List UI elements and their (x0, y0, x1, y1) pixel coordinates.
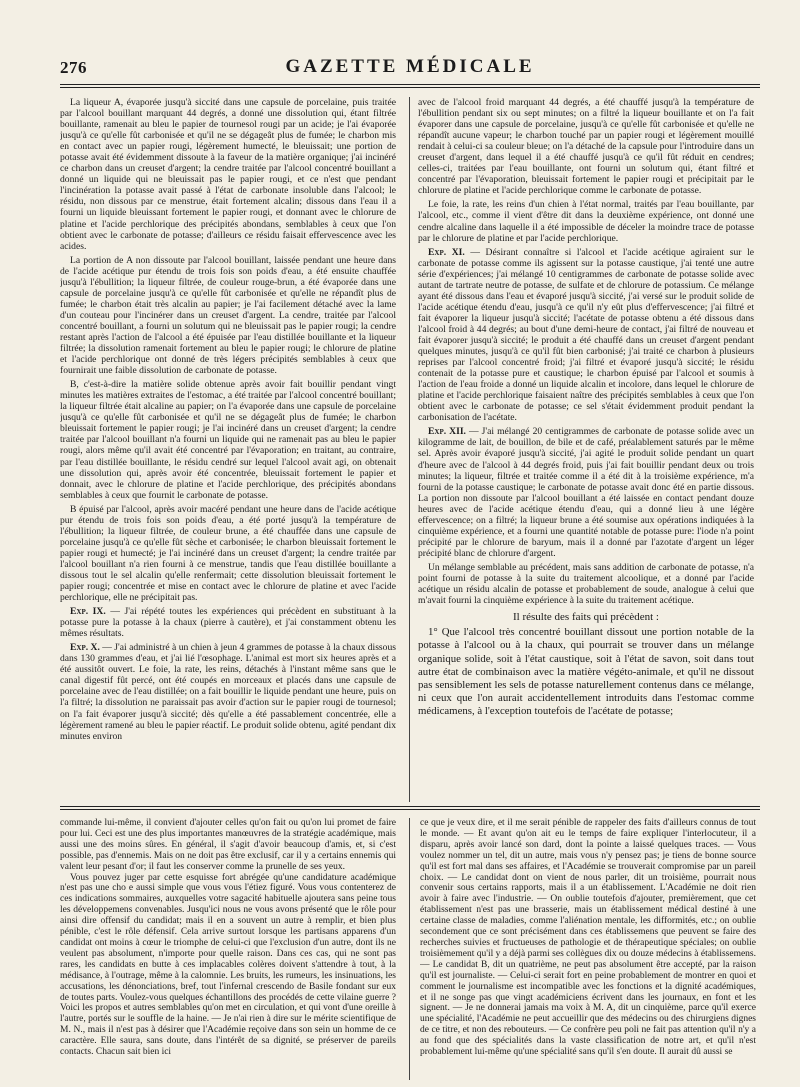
paragraph: La portion de A non dissoute par l'alcool bouillant, laissée pendant une heure dans de l'acide acétique pur étendu de trois fois son poids d'eau, a été ensuite chauffée jusqu'à l'ébullition; la liqueur filtrée, de couleur rouge-brun, a été évaporée dans une capsule de porcelaine jusqu'à ce qu'elle fût carbonisée et qu'elle ne répandît plus de fumée; le charbon était très alcalin au papier; je l'ai facilement détaché avec la lame d'un couteau pour l'incinérer dans un creuset d'argent. La cendre, traitée par l'alcool concentré bouillant, a fourni un solutum qui ne bleuissait pas le papier rougi; la cendre restant après l'action de l'alcool a été épuisée par l'eau distillée bouillante et la liqueur filtrée; la dissolution ramenait fortement au bleu le papier rougi; le chlorure de platine et l'acide perchlorique ont donné de très légers précipités semblables à ceux que fournirait une faible dissolution de carbonate de potasse. (60, 254, 396, 377)
paragraph: avec de l'alcool froid marquant 44 degrés, a été chauffé jusqu'à la température de l'ébullition pendant six ou sept minutes; on a filtré la liqueur bouillante et on l'a fait évaporer dans une capsule de porcelaine, jusqu'à ce qu'elle fût carbonisée et qu'elle ne répandît aucune vapeur; le charbon touché par un papier rougi et légèrement mouillé rendait à celui-ci sa couleur bleue; on l'a détaché de la capsule pour l'introduire dans un creuset d'argent, dans lequel il a été chauffé jusqu'à ce qu'il fût réduit en cendres; celles-ci, traitées par l'eau bouillante, ont fourni un solutum qui, étant filtré et concentré par l'évaporation, bleuissait fortement le papier rougi et précipitait par le chlorure de platine et l'acide perchlorique comme le carbonate de potasse. (418, 97, 754, 197)
paragraph: La liqueur A, évaporée jusqu'à siccité dans une capsule de porcelaine, puis traitée par l'alcool bouillant marquant 44 degrés, a donné une dissolution qui, étant filtrée bouillante, ramenait au bleu le papier de tournesol rougi par un acide; je l'ai évaporée jusqu'à ce qu'elle fût carbonisée et qu'il ne se dégageât plus de fumée; le charbon mis en contact avec un papier rougi, légèrement humecté, le bleuissait; une portion de potasse avait été évidemment dissoute à la faveur de la matière organique; j'ai incinéré ce charbon dans un creuset d'argent; la cendre traitée par l'alcool concentré bouillant a donné un liquide qui ne bleuissait pas le papier rougi, et ce n'est que pendant l'incinération la potasse avait passé à l'état de carbonate insoluble dans l'alcool; le résidu, non dissous par ce menstrue, était fortement alcalin; dissous dans l'eau il a fourni un liquide bleuissant fortement le papier rougi, et donnant avec le chlorure de platine et l'acide perchlorique des précipités abondans, semblables à ceux que l'on obtient avec le carbonate de potasse; d'ailleurs ce résidu faisait effervescence avec les acides. (60, 97, 396, 252)
experiment-text: — J'ai administré à un chien à jeun 4 grammes de potasse à la chaux dissous dans 130 grammes d'eau, et j'ai lié l'œsophage. L'animal est mort six heures après et a été aussitôt ouvert. Le foie, la rate, les reins, détachés à l'instant même sans que le canal digestif fût percé, ont été coupés en morceaux et placés dans une capsule de porcelaine avec de l'eau distillée; on a fait bouillir le liquide pendant une heure, puis on l'a filtré; la dissolution ne paraissait pas avoir d'action sur le papier rougi de tournesol; on l'a fait évaporer jusqu'à siccité; dès qu'elle a été passablement concentrée, elle a légèrement ramené au bleu le papier réactif. Le produit solide obtenu, agité pendant dix minutes environ (60, 642, 396, 742)
article-left-column (60, 97, 396, 802)
experiment-text: — J'ai répété toutes les expériences qui précèdent en substituant à la potasse pure la potasse à la chaux (pierre à cautère), et j'ai constamment obtenu les mêmes résultats. (60, 606, 396, 640)
paragraph: ce que je veux dire, et il me serait pénible de rappeler des faits d'ailleurs connus de tout le monde. — Et avant qu'on ait eu le temps de faire expliquer l'interlocuteur, il a disparu, après avoir lancé son dard, dont la pointe a laissé quelques traces. — Vous voulez nommer un tel, dit un autre, mais vous n'y pensez pas; je tiens de bonne source qu'il est fort mal dans ses affaires, et l'Académie se trouverait compromise par un pareil choix. — Le candidat dont on vient de nous parler, dit un troisième, pourrait nous convenir sous certains rapports, mais il a un établissement. L'Académie ne doit rien avoir à faire avec l'industrie. — On oublie toutefois d'ajouter, premièrement, que cet établissement n'est pas une brasserie, mais un établissement médical destiné à une certaine classe de maladies, comme l'aliénation mentale, les difformités, etc.; on oublie secondement que ce sont précisément dans ces établissemens que peuvent se faire des recherches suivies et fructueuses de pathologie et de thérapeutique spéciales; on oublie troisièmement qu'il y a déjà parmi ses collègues dix ou douze médecins à établissemens. — Le candidat B, dit un quatrième, ne peut pas absolument être accepté, par la raison qu'il est journaliste. — Celui-ci serait fort en peine probablement de montrer en quoi et comment le journalisme est incompatible avec les fonctions et la dignité académiques, et il ne songe pas que vingt académiciens écrivent dans les journaux, en font et les signent. — Je ne donnerai jamais ma voix à M. A, dit un cinquième, parce qu'il exerce une spécialité, l'Académie ne peut accueillir que des médecins ou des chirurgiens dignes de ce titre, et non des rebouteurs. — Ce confrère peu poli ne fait pas attention qu'il n'y a au fond que des spécialités dans la vaste classification de notre art, et qu'il n'est probablement lui-même qu'une spécialité sans qu'il s'en doute. Il aurait dû aussi se (420, 818, 756, 1058)
experiment-label: Exp. XI. (428, 246, 465, 258)
experiment-xii (418, 426, 754, 559)
feuilleton-rule-thin (60, 809, 760, 810)
experiment-xi (418, 247, 754, 424)
paragraph: Un mélange semblable au précédent, mais sans addition de carbonate de potasse, n'a point fourni de potasse à la suite du traitement alcoolique, et a donné par l'acide acétique un résidu alcalin de potasse et probablement de soude, analogue à celui que m'avait fourni la cinquième expérience à la suite du traitement acétique. (418, 561, 754, 607)
feuilleton-rule (60, 806, 760, 807)
experiment-ix (60, 606, 396, 639)
paragraph: Le foie, la rate, les reins d'un chien à l'état normal, traités par l'eau bouillante, par l'alcool, etc., comme il vient d'être dit dans la deuxième expérience, ont donné une cendre alcaline dans laquelle il a été impossible de déceler la moindre trace de potasse par le chlorure de platine et par l'acide perchlorique. (418, 199, 754, 244)
feuilleton-left-column (60, 818, 396, 1080)
article-right-column (418, 97, 754, 802)
paragraph: B épuisé par l'alcool, après avoir macéré pendant une heure dans de l'acide acétique pur étendu de trois fois son poids d'eau, a été porté jusqu'à la température de l'ébullition; la liqueur filtrée, de couleur brune, a été chauffée dans une capsule de porcelaine jusqu'à ce qu'elle fût sèche et carbonisée; le charbon bleuissait fortement le papier rougi et humecté; je l'ai incinéré dans un creuset d'argent; la cendre traitée par l'alcool bouillant n'a rien fourni à ce menstrue, tandis que l'eau distillée bouillante a dissous tout le sel alcalin qu'elle renfermait; cette dissolution bleuissait fortement le papier rougi; concentrée et mise en contact avec le chlorure de platine et avec l'acide perchlorique, elle ne précipitait pas. (60, 503, 396, 604)
feuilleton-column-divider (409, 818, 410, 1080)
journal-title: GAZETTE MÉDICALE (285, 56, 535, 77)
conclusion-paragraph: 1° Que l'alcool très concentré bouillant dissout une portion notable de la potasse à l'alcool ou à la chaux, qui pourrait se trouver dans un mélange organique solide, soit à l'état caustique, soit à l'état de savon, soit dans tout autre état de combinaison avec la matière végéto-animale, et qu'il ne dissout pas sensiblement les sels de potasse naturellement contenus dans ce mélange, ni ceux que l'on aurait accidentellement introduits dans l'estomac comme médicamens, à l'exception toutefois de l'acétate de potasse; (418, 626, 754, 718)
paragraph: B, c'est-à-dire la matière solide obtenue après avoir fait bouillir pendant vingt minutes les matières extraites de l'estomac, a été traitée par l'alcool concentré bouillant; la liqueur filtrée était alcaline au papier; on l'a évaporée dans une capsule de porcelaine jusqu'à ce qu'elle fût carbonisée et qu'il ne se dégageât plus de fumée; le charbon bleuissait fortement le papier rougi; je l'ai incinéré dans un creuset d'argent; la cendre traitée par l'alcool bouillant n'a fourni un liquide qui ne ramenait pas au bleu le papier rougi, alors même qu'il avait été concentré par l'évaporation; en traitant, au contraire, par l'eau distillée bouillante, le résidu cendré sur lequel l'alcool avait agi, on obtenait une dissolution qui, après avoir été concentrée, bleuissait fortement le papier et donnait, avec le chlorure de platine et l'acide perchlorique, des précipités abondans semblables à ceux que fournit le carbonate de potasse. (60, 379, 396, 501)
page-header (60, 56, 760, 84)
paragraph: Vous pouvez juger par cette esquisse fort abrégée qu'une candidature académique n'est pas une cho e aussi simple que vous vous l'étiez figuré. Vous vous contenterez de ces indications sommaires, auxquelles votre sagacité habituelle ajoutera sans peine tous les développemens convenables. Jusqu'ici nous ne vous avons présenté que le rôle pour ainsi dire offensif du candidat; mais il en a souvent un autre à remplir, et bien plus pénible, c'est le rôle défensif. Cela arrive surtout lorsque les partisans apparens d'un candidat ont moins à cœur le triomphe de celui-ci que l'exclusion d'un autre, dont ils ne veulent pas absolument, n'importe pour quelle raison. Dans ces cas, qui ne sont pas rares, les candidats en butte à ces implacables colères doivent s'attendre à tout, à la médisance, à l'outrage, même à la calomnie. Les bruits, les rumeurs, les insinuations, les accusations, les dénonciations, bref, tout l'infernal crescendo de Basile fondant sur eux de toutes parts. Voulez-vous quelques échantillons des procédés de cette vilaine guerre ? Voici les propos et autres semblables qu'on met en circulation, et qui vont d'une oreille à l'autre, portés sur le souffle de la haine. — Je n'ai rien à dire sur le mérite scientifique de M. N., mais il n'est pas à désirer que l'Académie reçoive dans son sein un homme de ce caractère. Elle saura, sans doute, dans l'intérêt de sa dignité, se préserver de pareils contacts. Chacun sait bien ici (60, 872, 396, 1058)
feuilleton-right-column (420, 818, 756, 1080)
header-rule (60, 84, 760, 85)
experiment-text: — Désirant connaître si l'alcool et l'acide acétique agiraient sur le carbonate de potasse comme ils agissent sur la potasse caustique, j'ai tenté une autre série d'expériences; j'ai mélangé 10 centigrammes de carbonate de potasse solide avec autant de tartrate neutre de potasse, de sulfate et de chlorure de potassium. Ce mélange ayant été dissous dans l'eau et évaporé jusqu'à siccité, j'ai versé sur le produit solide de l'acide acétique étendu d'eau, jusqu'à ce qu'il n'y eût plus d'effervescence; j'ai filtré et fait évaporer la liqueur jusqu'à siccité; l'acétate de potasse obtenu a été dissous dans l'alcool froid à 44 degrés; au bout d'une demi-heure de contact, j'ai filtré de nouveau et fait évaporer jusqu'à siccité; le produit a été chauffé dans un creuset d'argent pendant quelques minutes, jusqu'à ce qu'il fût bien carbonisé; j'ai traité ce charbon à plusieurs reprises par l'alcool concentré froid; j'ai filtré et évaporé jusqu'à siccité; le résidu contenait de la potasse pure et caustique; le charbon épuisé par l'alcool et soumis à l'action de l'eau froide a donné un liquide alcalin et incolore, dans lequel le chlorure de platine et l'acide perchlorique faisaient naître des précipités semblables à ceux que l'on obtient avec le carbonate de potasse; ce sel s'était évidemment produit pendant la carbonisation de l'acétate. (418, 246, 754, 424)
results-heading: Il résulte des faits qui précèdent : (512, 611, 659, 624)
experiment-x (60, 642, 396, 741)
experiment-label: Exp. IX. (70, 606, 106, 618)
column-divider (409, 97, 410, 802)
experiment-label: Exp. X. (70, 642, 100, 654)
experiment-text: — J'ai mélangé 20 centigrammes de carbonate de potasse solide avec un kilogramme de lait, de bouillon, de bile et de café, préalablement saturés par le même sel. Après avoir évaporé jusqu'à siccité, j'ai agité le produit solide pendant un quart d'heure avec de l'alcool à 44 degrés froid, puis j'ai fait bouillir pendant deux ou trois minutes; la liqueur, filtrée et traitée comme il a été dit à la troisième expérience, m'a fourni de la potasse caustique; le carbonate de potasse avait donc été en partie dissous. La portion non dissoute par l'alcool bouillant a été laissée en contact pendant douze heures avec de l'acide acétique étendu d'eau, qui a donné lieu à une légère effervescence; on a filtré; la liqueur brune a été soumise aux opérations indiquées à la cinquième expérience, et a fourni une quantité notable de potasse pure: l'iode n'a point précipité par le chlorure de baryum, mais il a donné par l'azotate d'argent un léger précipité blanc de chlorure d'argent. (418, 426, 754, 559)
header-rule-thin (60, 87, 760, 88)
experiment-label: Exp. XII. (428, 426, 466, 438)
paragraph: commande lui-même, il convient d'ajouter celles qu'on fait ou qu'on lui promet de faire pour lui. Ceci est une des plus importantes manœuvres de la stratégie académique, mais aussi une des moins sûres. En général, il s'agit d'avoir beaucoup d'amis, et, si c'est possible, pas d'ennemis. Mais on ne doit pas être exclusif, car il y a certains ennemis qui valent leur pesant d'or; il faut les conserver comme la prunelle de ses yeux. (60, 818, 396, 872)
page-number: 276 (60, 58, 87, 77)
